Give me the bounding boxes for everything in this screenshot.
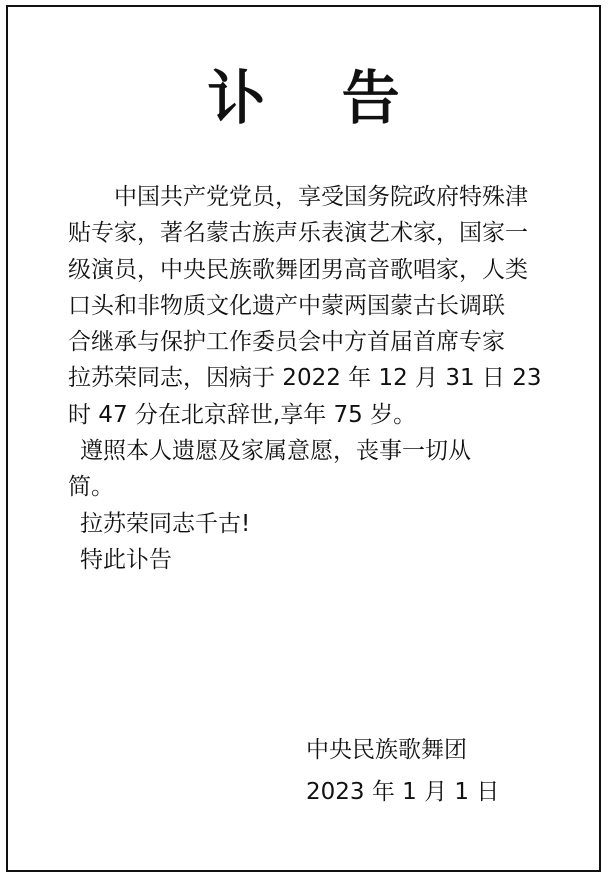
signature-organization: 中央民族歌舞团	[306, 737, 467, 763]
closing-line: 特此讣告	[80, 546, 172, 573]
paragraph-closing	[68, 542, 550, 578]
funeral-line-2: 简。	[68, 474, 114, 501]
notice-body	[68, 179, 550, 578]
announcement-line-5: 合继承与保护工作委员会中方首届首席专家	[68, 329, 505, 356]
tribute-line: 拉苏荣同志千古!	[80, 510, 251, 537]
paragraph-announcement	[68, 179, 550, 433]
paragraph-tribute	[68, 506, 550, 542]
announcement-line-6: 拉苏荣同志，因病于 2022 年 12 月 31 日 23	[68, 365, 542, 392]
announcement-line-1: 中国共产党党员，享受国务院政府特殊津	[114, 184, 528, 210]
obituary-notice	[6, 5, 601, 872]
announcement-line-7: 时 47 分在北京辞世,享年 75 岁。	[68, 401, 417, 428]
signature-date: 2023 年 1 月 1 日	[306, 779, 500, 805]
announcement-line-2: 贴专家，著名蒙古族声乐表演艺术家，国家一	[68, 220, 528, 247]
announcement-line-3: 级演员，中央民族歌舞团男高音歌唱家，人类	[68, 256, 528, 283]
notice-title: 讣 告	[207, 64, 428, 132]
paragraph-funeral-arrangements	[68, 433, 550, 506]
funeral-line-1: 遵照本人遗愿及家属意愿，丧事一切从	[80, 438, 471, 465]
announcement-line-4: 口头和非物质文化遗产中蒙两国蒙古长调联	[68, 292, 505, 319]
signature-block	[306, 729, 499, 813]
